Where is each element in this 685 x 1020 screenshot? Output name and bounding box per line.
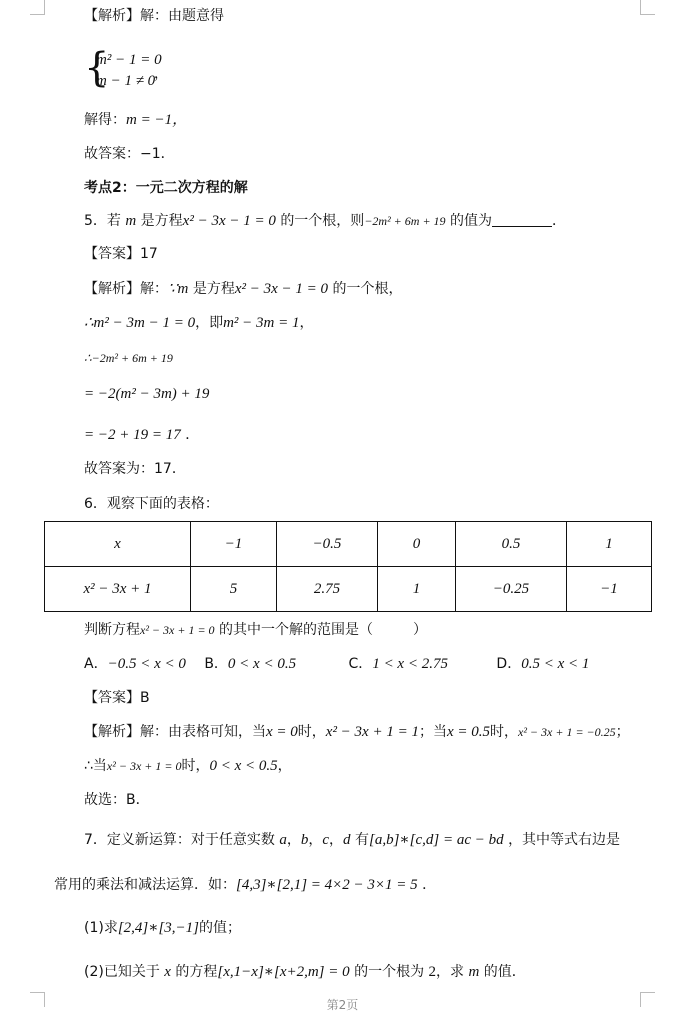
option-b-label: B． [204, 656, 228, 672]
q7-l1-e: ， [308, 832, 323, 848]
q6-ask-a: 判断方程 [84, 622, 140, 638]
option-c: 1 < x < 2.75 [372, 656, 448, 672]
q7-part-2 [84, 962, 526, 982]
q6-an-c: 时， [297, 724, 326, 740]
system-brace: { [84, 45, 110, 91]
q6-answer: 【答案】B [84, 690, 150, 706]
q5-step-4-eq: = −2 + 19 = 17 [84, 427, 181, 443]
q7-l1-a: 7．定义新运算：对于任意实数 [84, 832, 275, 848]
q7-line-2 [54, 875, 436, 895]
corner-mark-top-right [640, 0, 655, 15]
q6-l2-d: 0 < x < 0.5 [209, 758, 278, 774]
q7-l1-k: ，其中等式右边是 [508, 832, 621, 848]
page-number: 第2页 [326, 998, 359, 1012]
q5-an-equation: x² − 3x − 1 = 0 [234, 281, 329, 297]
q5-text-e: 的一个根，则 [280, 213, 365, 229]
q5-step-3: = −2(m² − 3m) + 19 [84, 386, 210, 402]
table-row-expression [45, 567, 652, 612]
q5-analysis [84, 279, 402, 299]
q5-end: ． [552, 213, 566, 229]
answer-line-1: 故答案：−1． [84, 146, 175, 162]
q7-p2-a: (2)已知关于 [84, 964, 160, 980]
q6-question [84, 620, 427, 640]
q6-analysis-2 [84, 756, 292, 776]
q5-an-because: ∵m [168, 281, 189, 297]
q5-answer-blank [492, 212, 552, 227]
solve-value: m = −1， [126, 112, 188, 128]
q7-p2-i: 的值． [483, 964, 526, 980]
q7-var-a: a [279, 832, 287, 848]
q6-an-f: x = 0.5 [446, 724, 490, 740]
q7-p2-var-x: x [164, 964, 171, 980]
solve-line [84, 110, 187, 130]
q7-l2-c: ． [422, 877, 437, 893]
q6-l2-c: 时， [181, 758, 210, 774]
system-comma: ， [154, 66, 168, 82]
q7-p2-c: 的方程 [175, 964, 218, 980]
table-row-x [45, 522, 652, 567]
option-c-label: C． [348, 656, 373, 672]
q6-intro: 6．观察下面的表格： [84, 496, 219, 512]
q6-an-g: 时， [490, 724, 518, 740]
q7-p1-c: 的值； [199, 920, 242, 936]
q6-ask-c: 的其中一个解的范围是（ [219, 622, 373, 638]
q5-answer: 【答案】17 [84, 246, 158, 262]
q6-l2-a: ∴当 [84, 758, 107, 774]
q7-p2-e: 的一个根为 [354, 964, 425, 980]
option-d: 0.5 < x < 1 [521, 656, 590, 672]
table-cell: −1 [567, 567, 652, 612]
q5-text-g: 的值为 [450, 213, 492, 229]
corner-mark-top-left [30, 0, 45, 15]
q6-options [84, 654, 589, 674]
q7-p1-a: (1)求 [84, 920, 118, 936]
option-d-label: D． [496, 656, 522, 672]
q6-l2-b: x² − 3x + 1 = 0 [106, 759, 182, 773]
q5-step-1-sep: ，即 [195, 315, 224, 331]
q7-var-c: c [322, 832, 330, 848]
q5-an-head: 【解析】解： [84, 281, 168, 297]
q7-definition: [a,b]∗[c,d] = ac − bd [369, 832, 504, 848]
q6-an-i: ； [615, 724, 630, 740]
q7-p1-expr: [2,4]∗[3,−1] [117, 920, 200, 936]
q5-step-2: ∴−2m² + 6m + 19 [84, 351, 173, 365]
q6-an-b: x = 0 [266, 724, 298, 740]
option-b: 0 < x < 0.5 [227, 656, 297, 672]
q6-an-h: x² − 3x + 1 = −0.25 [518, 725, 616, 739]
q7-var-d: d [343, 832, 351, 848]
key-point-2-heading: 考点2：一元二次方程的解 [84, 180, 248, 196]
q5-conclusion: 故答案为：17． [84, 461, 186, 477]
q6-an-d: x² − 3x + 1 = 1 [325, 724, 419, 740]
q6-conclusion: 故选：B． [84, 792, 150, 808]
table-cell: −0.25 [456, 567, 567, 612]
system-eq-2: m − 1 ≠ 0 [96, 73, 156, 89]
q5-step-4 [84, 425, 199, 445]
q5-prefix: 5．若 [84, 213, 121, 229]
q5-an-text-e: 的一个根， [332, 281, 403, 297]
q7-p2-root: 2 [428, 964, 437, 980]
q6-an-e: ；当 [418, 724, 447, 740]
q7-p2-var-m: m [468, 964, 480, 980]
table-cell: −1 [191, 522, 277, 567]
q5-an-text-c: 是方程 [192, 281, 235, 297]
q5-step-1-eq2: m² − 3m = 1 [223, 315, 300, 331]
table-cell: 1 [378, 567, 456, 612]
q5-step-1-eq: ∴m² − 3m − 1 = 0 [84, 315, 196, 331]
q7-example: [4,3]∗[2,1] = 4×2 − 3×1 = 5 [236, 877, 418, 893]
option-a: −0.5 < x < 0 [107, 656, 186, 672]
q6-ask-equation: x² − 3x + 1 = 0 [140, 623, 215, 637]
q5-step-1 [84, 313, 313, 333]
table-cell: −0.5 [277, 522, 378, 567]
q7-l1-g: ， [329, 832, 344, 848]
option-a-label: A． [84, 656, 108, 672]
table-cell: 0.5 [456, 522, 567, 567]
system-eq-1: m² − 1 = 0 [96, 52, 162, 68]
q5-step-1-end: ， [299, 315, 314, 331]
q7-l1-c: ， [286, 832, 301, 848]
table-cell: x² − 3x + 1 [45, 567, 191, 612]
q5-equation: x² − 3x − 1 = 0 [182, 213, 276, 229]
q6-an-a: 【解析】解：由表格可知，当 [84, 724, 266, 740]
q5-var-m: m [125, 213, 137, 229]
question-5 [84, 211, 566, 231]
q6-ask-d: ） [413, 622, 427, 638]
q6-analysis [84, 722, 630, 742]
table-cell: 0 [378, 522, 456, 567]
value-table [44, 521, 652, 612]
table-cell: 2.75 [277, 567, 378, 612]
q7-l1-i: 有 [355, 832, 369, 848]
q5-expression: −2m² + 6m + 19 [364, 214, 446, 228]
q7-part-1 [84, 918, 241, 938]
analysis-heading-1: 【解析】解：由题意得 [84, 8, 224, 24]
q7-p2-g: ，求 [436, 964, 465, 980]
table-cell: 5 [191, 567, 277, 612]
solve-label: 解得： [84, 112, 126, 128]
q7-line-1 [84, 830, 620, 850]
table-cell: 1 [567, 522, 652, 567]
q7-var-b: b [300, 832, 309, 848]
q6-l2-e: ， [277, 758, 292, 774]
q5-step-4-end: ． [185, 427, 200, 443]
q7-p2-equation: [x,1−x]∗[x+2,m] = 0 [217, 964, 350, 980]
q7-l2-a: 常用的乘法和减法运算．如： [54, 877, 236, 893]
table-cell: x [45, 522, 191, 567]
q5-text-c: 是方程 [140, 213, 183, 229]
